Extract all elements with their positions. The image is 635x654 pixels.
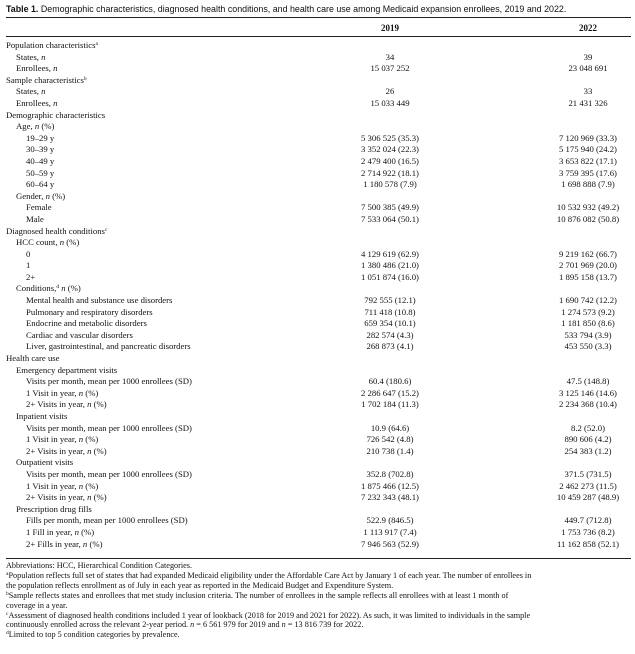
table-label: Table 1. bbox=[6, 4, 39, 14]
row-label-suffix: (%) bbox=[91, 399, 107, 410]
row-label bbox=[26, 168, 54, 180]
table-row bbox=[6, 214, 631, 226]
footnote-marker: d bbox=[56, 284, 60, 291]
row-label bbox=[16, 52, 45, 64]
cell-2019: 2 479 400 (16.5) bbox=[361, 155, 419, 166]
cell-2019: 4 129 619 (62.9) bbox=[361, 248, 419, 259]
n-symbol: n bbox=[78, 434, 84, 445]
table-row bbox=[6, 133, 631, 145]
row-label-text: Visits per month, mean per 1000 enrollees (SD) bbox=[26, 468, 192, 479]
cell-2019: 7 500 385 (49.9) bbox=[361, 202, 419, 213]
table-row bbox=[6, 539, 631, 551]
cell-2019: 726 542 (4.8) bbox=[366, 434, 414, 445]
cell-2022: 1 274 573 (9.2) bbox=[561, 306, 615, 317]
row-label-text: Emergency department visits bbox=[16, 364, 118, 375]
row-label bbox=[16, 98, 58, 110]
n-symbol: n bbox=[87, 399, 92, 410]
table-row bbox=[6, 156, 631, 168]
footnote-mark: c bbox=[6, 610, 9, 617]
row-label-text: Mental health and substance use disorders bbox=[26, 295, 173, 306]
row-label-text: Outpatient visits bbox=[16, 457, 74, 468]
table-row bbox=[6, 86, 631, 98]
n-symbol: n bbox=[53, 63, 58, 74]
row-label-suffix: (%) bbox=[83, 480, 99, 491]
cell-2019: 522.9 (846.5) bbox=[366, 515, 414, 526]
cell-2022: 449.7 (712.8) bbox=[564, 515, 612, 526]
cell-2022: 1 181 850 (8.6) bbox=[561, 318, 615, 329]
row-label-text: Fills per month, mean per 1000 enrollees (SD) bbox=[26, 515, 188, 526]
row-label-text: 2+ Visits in year, bbox=[26, 492, 88, 503]
row-label-text: 1 Fill in year, bbox=[26, 526, 75, 537]
cell-2022: 2 701 969 (20.0) bbox=[559, 260, 617, 271]
footnote-text: Population reflects full set of states that had expanded Medicaid eligibility under the Affordable Care Act by January 1 of each year. The number of enrollees in bbox=[8, 570, 532, 580]
cell-2019: 26 bbox=[385, 86, 395, 97]
footnote-abbreviations: Abbreviations: HCC, Hierarchical Condition Categories. bbox=[6, 561, 192, 570]
cell-2022: 890 606 (4.2) bbox=[564, 434, 612, 445]
cell-2019: 268 873 (4.1) bbox=[366, 341, 414, 352]
row-label-text: States, bbox=[16, 51, 42, 62]
row-label-text: 1 bbox=[26, 260, 31, 271]
row-label-text: 1 Visit in year, bbox=[26, 434, 79, 445]
cell-2019: 711 418 (10.8) bbox=[364, 306, 416, 317]
row-label bbox=[16, 365, 117, 377]
row-label bbox=[26, 249, 30, 261]
row-label bbox=[26, 469, 192, 481]
row-label bbox=[26, 156, 54, 168]
row-label bbox=[26, 318, 147, 330]
table-row bbox=[6, 75, 631, 87]
row-label-text: 2+ Visits in year, bbox=[26, 399, 88, 410]
row-label-text: 1 Visit in year, bbox=[26, 480, 79, 491]
row-label bbox=[16, 63, 58, 75]
cell-2022: 47.5 (148.8) bbox=[566, 376, 610, 387]
cell-2022: 2 234 368 (10.4) bbox=[559, 399, 617, 410]
table-row bbox=[6, 110, 631, 122]
cell-2022: 10 532 932 (49.2) bbox=[556, 202, 620, 213]
cell-2022: 533 794 (3.9) bbox=[564, 329, 612, 340]
row-label bbox=[26, 330, 133, 342]
table-row bbox=[6, 307, 631, 319]
row-label bbox=[16, 121, 54, 133]
cell-2022: 3 653 822 (17.1) bbox=[559, 155, 617, 166]
cell-2022: 5 175 940 (24.2) bbox=[559, 144, 617, 155]
row-label-suffix: (%) bbox=[83, 434, 99, 445]
row-label-suffix: (%) bbox=[49, 190, 66, 201]
cell-2022: 1 698 888 (7.9) bbox=[561, 179, 615, 190]
row-label-text: Pulmonary and respiratory disorders bbox=[26, 306, 153, 317]
bottom-rule bbox=[6, 558, 631, 559]
row-label-text: 19–29 y bbox=[26, 132, 55, 143]
table-row bbox=[6, 446, 631, 458]
row-label-text: Female bbox=[26, 202, 52, 213]
top-rule bbox=[6, 17, 631, 18]
row-label-text: Sample characteristics bbox=[6, 74, 84, 85]
cell-2019: 15 033 449 bbox=[370, 97, 410, 108]
row-label-text: 40–49 y bbox=[26, 155, 55, 166]
footnote-mark: b bbox=[6, 590, 9, 597]
cell-2022: 3 759 395 (17.6) bbox=[559, 167, 617, 178]
table-row bbox=[6, 191, 631, 203]
cell-2022: 21 431 326 bbox=[568, 97, 608, 108]
row-label-text: Endocrine and metabolic disorders bbox=[26, 318, 147, 329]
row-label-suffix: (%) bbox=[39, 121, 55, 132]
cell-2022: 10 459 287 (48.9) bbox=[556, 492, 620, 503]
row-label-text: States, bbox=[16, 86, 42, 97]
table-row bbox=[6, 411, 631, 423]
footnote-c-cont bbox=[6, 620, 631, 630]
footnote-text: continuously enrolled across the relevant 2-year period. bbox=[6, 620, 191, 630]
row-label bbox=[16, 457, 73, 469]
footnote-c bbox=[6, 611, 631, 621]
cell-2022: 7 120 969 (33.3) bbox=[559, 132, 617, 143]
row-label bbox=[6, 40, 98, 52]
row-label-suffix: (%) bbox=[91, 445, 107, 456]
n-symbol: n bbox=[59, 283, 66, 294]
row-label bbox=[26, 423, 192, 435]
row-label-text: 60–64 y bbox=[26, 179, 55, 190]
row-label-suffix: (%) bbox=[83, 387, 99, 398]
cell-2022: 10 876 082 (50.8) bbox=[556, 213, 620, 224]
row-label-text: Visits per month, mean per 1000 enrollees (SD) bbox=[26, 422, 192, 433]
cell-2019: 1 702 184 (11.3) bbox=[361, 399, 419, 410]
n-symbol: n bbox=[41, 86, 46, 97]
row-label bbox=[26, 179, 54, 191]
table-footnotes bbox=[6, 561, 631, 640]
cell-2022: 9 219 162 (66.7) bbox=[559, 248, 617, 259]
row-label-suffix: (%) bbox=[64, 237, 80, 248]
footnote-a-cont: the population reflects enrollment as of July in each year as reported in the Medicaid Budget and Expenditure System. bbox=[6, 580, 394, 590]
row-label bbox=[6, 226, 107, 238]
cell-2019: 7 232 343 (48.1) bbox=[361, 492, 419, 503]
cell-2022: 11 162 858 (52.1) bbox=[557, 538, 619, 549]
table-row bbox=[6, 434, 631, 446]
cell-2019: 659 354 (10.1) bbox=[364, 318, 416, 329]
row-label bbox=[26, 527, 94, 539]
row-label-text: HCC count, bbox=[16, 237, 60, 248]
row-label bbox=[26, 341, 191, 353]
row-label bbox=[6, 110, 105, 122]
footnote-text: Limited to top 5 condition categories by prevalence. bbox=[8, 630, 180, 640]
cell-2019: 1 113 917 (7.4) bbox=[363, 526, 417, 537]
footnote-b-cont: coverage in a year. bbox=[6, 600, 68, 610]
row-label-text: Conditions, bbox=[16, 283, 57, 294]
cell-2019: 352.8 (702.8) bbox=[366, 468, 414, 479]
table-row bbox=[6, 168, 631, 180]
table-row bbox=[6, 318, 631, 330]
n-symbol: n bbox=[78, 387, 84, 398]
column-header-2022: 2022 bbox=[579, 23, 597, 33]
header-rule bbox=[6, 36, 631, 37]
row-label bbox=[26, 515, 188, 527]
row-label bbox=[26, 260, 30, 272]
cell-2022: 453 550 (3.3) bbox=[564, 341, 612, 352]
row-label bbox=[26, 202, 52, 214]
n-symbol: n bbox=[59, 237, 65, 248]
cell-2019: 792 555 (12.1) bbox=[364, 295, 416, 306]
row-label-text: Health care use bbox=[6, 353, 60, 364]
row-label bbox=[26, 376, 192, 388]
cell-2022: 254 383 (1.2) bbox=[564, 445, 612, 456]
n-symbol: n bbox=[82, 538, 88, 549]
row-label bbox=[26, 214, 44, 226]
table-row bbox=[6, 121, 631, 133]
footnote-mark: d bbox=[6, 630, 9, 637]
footnote-text: = 13 816 739 for 2022. bbox=[285, 620, 364, 630]
table-row bbox=[6, 63, 631, 75]
row-label-text: Liver, gastrointestinal, and pancreatic disorders bbox=[26, 341, 191, 352]
row-label bbox=[26, 307, 153, 319]
row-label bbox=[26, 133, 54, 145]
row-label bbox=[26, 434, 98, 446]
n-symbol: n bbox=[41, 51, 46, 62]
table-row bbox=[6, 399, 631, 411]
row-label bbox=[26, 295, 172, 307]
n-symbol: n bbox=[78, 480, 84, 491]
cell-2019: 1 051 874 (16.0) bbox=[361, 271, 419, 282]
table-body bbox=[6, 40, 631, 550]
table-row bbox=[6, 249, 631, 261]
footnote-text: Sample reflects states and enrollees that met study inclusion criteria. The number of enrollees in the sample reflects all enrollees with at least 1 month of bbox=[8, 590, 509, 600]
row-label-text: Cardiac and vascular disorders bbox=[26, 329, 133, 340]
cell-2019: 3 352 024 (22.3) bbox=[361, 144, 419, 155]
table-row bbox=[6, 226, 631, 238]
table-row bbox=[6, 527, 631, 539]
footnote-marker: b bbox=[83, 75, 87, 82]
row-label-suffix: (%) bbox=[91, 492, 107, 503]
table-row bbox=[6, 98, 631, 110]
cell-2022: 2 462 273 (11.5) bbox=[559, 480, 617, 491]
row-label bbox=[26, 144, 54, 156]
row-label-text: Demographic characteristics bbox=[6, 109, 106, 120]
footnote-n-symbol: n bbox=[190, 620, 195, 630]
table-row bbox=[6, 492, 631, 504]
cell-2019: 2 286 647 (15.2) bbox=[361, 387, 419, 398]
table-row bbox=[6, 376, 631, 388]
row-label-suffix: (%) bbox=[65, 283, 81, 294]
row-label-text: Enrollees, bbox=[16, 63, 54, 74]
footnote-text: = 6 561 979 for 2019 and bbox=[194, 620, 282, 630]
table-row bbox=[6, 481, 631, 493]
footnote-n-symbol: n bbox=[281, 620, 286, 630]
row-label bbox=[16, 191, 65, 203]
cell-2019: 7 946 563 (52.9) bbox=[361, 538, 419, 549]
cell-2019: 60.4 (180.6) bbox=[368, 376, 412, 387]
row-label-text: Population characteristics bbox=[6, 40, 96, 50]
footnote-mark: a bbox=[6, 570, 9, 577]
footnote-marker: a bbox=[95, 41, 98, 47]
cell-2019: 1 875 466 (12.5) bbox=[361, 480, 419, 491]
footnote-marker: c bbox=[104, 226, 108, 233]
row-label-text: 2+ Fills in year, bbox=[26, 538, 83, 549]
table-row bbox=[6, 330, 631, 342]
table-row bbox=[6, 515, 631, 527]
row-label-text: Inpatient visits bbox=[16, 411, 68, 421]
cell-2022: 39 bbox=[583, 51, 593, 62]
footnote-b bbox=[6, 591, 631, 601]
row-label-text: Enrollees, bbox=[16, 97, 54, 108]
row-label bbox=[26, 481, 98, 493]
n-symbol: n bbox=[45, 190, 50, 201]
row-label-text: 0 bbox=[26, 248, 31, 259]
cell-2019: 1 380 486 (21.0) bbox=[361, 260, 419, 271]
n-symbol: n bbox=[87, 445, 92, 456]
table-row bbox=[6, 52, 631, 64]
row-label-text: 1 Visit in year, bbox=[26, 387, 79, 398]
cell-2022: 8.2 (52.0) bbox=[570, 422, 606, 433]
row-label-text: 50–59 y bbox=[26, 167, 55, 178]
row-label-text: Gender, bbox=[16, 190, 46, 201]
n-symbol: n bbox=[53, 97, 58, 108]
cell-2019: 34 bbox=[385, 51, 395, 62]
row-label bbox=[26, 446, 107, 458]
cell-2019: 2 714 922 (18.1) bbox=[361, 167, 419, 178]
n-symbol: n bbox=[34, 121, 40, 132]
cell-2019: 210 738 (1.4) bbox=[366, 445, 414, 456]
footnote-text: Assessment of diagnosed health conditions included 1 year of lookback (2018 for 2019 and 2021 for 2022). As such, it was limited to individuals in the sample bbox=[8, 610, 531, 620]
row-label-suffix: (%) bbox=[87, 538, 103, 549]
row-label-text: 2+ Visits in year, bbox=[26, 445, 88, 456]
cell-2019: 282 574 (4.3) bbox=[366, 329, 414, 340]
cell-2022: 1 753 736 (8.2) bbox=[561, 526, 615, 537]
table-row bbox=[6, 353, 631, 365]
row-label-text: Age, bbox=[16, 121, 35, 132]
row-label bbox=[16, 411, 67, 423]
row-label bbox=[6, 353, 60, 365]
table-row bbox=[6, 283, 631, 295]
row-label bbox=[26, 388, 98, 400]
table-row bbox=[6, 40, 631, 52]
row-label bbox=[26, 272, 35, 284]
table-row bbox=[6, 504, 631, 516]
table-row bbox=[6, 260, 631, 272]
table-row bbox=[6, 341, 631, 353]
table-row bbox=[6, 365, 631, 377]
row-label-text: Male bbox=[26, 213, 44, 224]
cell-2022: 371.5 (731.5) bbox=[564, 468, 612, 479]
row-label-text: Prescription drug fills bbox=[16, 503, 92, 514]
cell-2019: 7 533 064 (50.1) bbox=[361, 213, 419, 224]
table-row bbox=[6, 237, 631, 249]
table-row bbox=[6, 469, 631, 481]
cell-2019: 15 037 252 bbox=[370, 63, 410, 74]
cell-2019: 5 306 525 (35.3) bbox=[361, 132, 419, 143]
row-label-text: 2+ bbox=[26, 271, 36, 282]
table-row bbox=[6, 144, 631, 156]
row-label bbox=[6, 75, 87, 87]
row-label bbox=[26, 539, 102, 551]
table-row bbox=[6, 202, 631, 214]
footnote-d bbox=[6, 630, 631, 640]
table-row bbox=[6, 423, 631, 435]
cell-2022: 33 bbox=[583, 86, 593, 97]
cell-2022: 3 125 146 (14.6) bbox=[559, 387, 617, 398]
row-label bbox=[16, 504, 92, 516]
cell-2022: 1 690 742 (12.2) bbox=[559, 295, 617, 306]
row-label-text: 30–39 y bbox=[26, 144, 55, 155]
cell-2022: 1 895 158 (13.7) bbox=[559, 271, 617, 282]
table-row bbox=[6, 295, 631, 307]
row-label-text: Visits per month, mean per 1000 enrollees (SD) bbox=[26, 376, 192, 387]
cell-2019: 10.9 (64.6) bbox=[370, 422, 410, 433]
n-symbol: n bbox=[87, 492, 92, 503]
row-label bbox=[26, 492, 107, 504]
column-header-2019: 2019 bbox=[381, 23, 399, 33]
n-symbol: n bbox=[74, 526, 79, 537]
table-row bbox=[6, 179, 631, 191]
row-label bbox=[16, 237, 79, 249]
footnote-a bbox=[6, 571, 631, 581]
cell-2022: 23 048 691 bbox=[568, 63, 608, 74]
table-row bbox=[6, 272, 631, 284]
row-label bbox=[26, 399, 107, 411]
row-label bbox=[16, 86, 45, 98]
cell-2019: 1 180 578 (7.9) bbox=[363, 179, 417, 190]
table-caption bbox=[6, 4, 631, 14]
row-label-text: Diagnosed health conditions bbox=[6, 225, 105, 236]
table-row bbox=[6, 388, 631, 400]
table-caption-text: Demographic characteristics, diagnosed health conditions, and health care use among Medicaid expansion enrollees, 2019 and 2022. bbox=[38, 4, 567, 14]
row-label bbox=[16, 283, 81, 295]
row-label-suffix: (%) bbox=[78, 526, 95, 537]
table-row bbox=[6, 457, 631, 469]
